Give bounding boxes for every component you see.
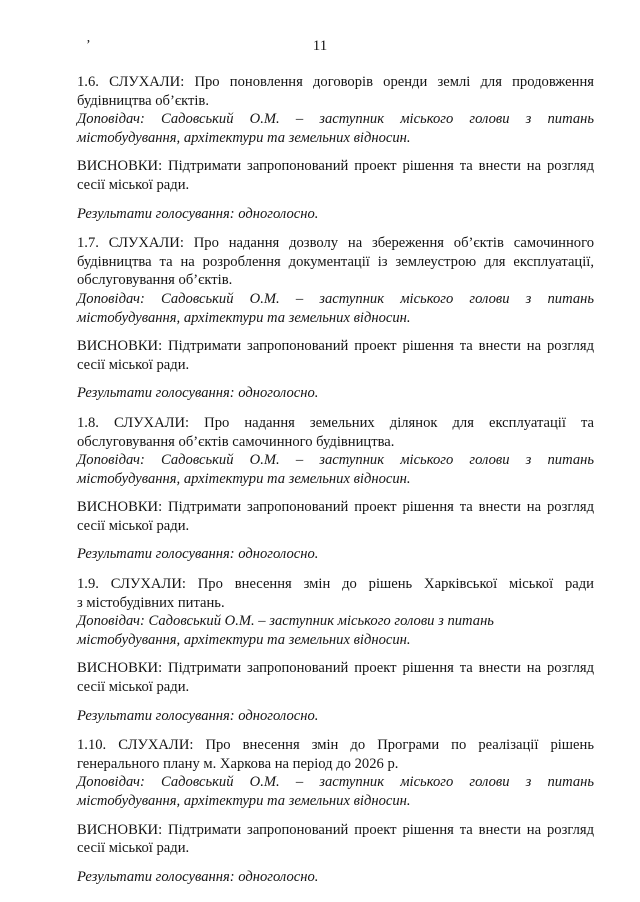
speaker-line: містобудування, архітектури та земельних відносин. [77, 470, 411, 487]
page-number: 11 [312, 38, 328, 54]
heard-line: з містобудівних питань. [77, 594, 225, 611]
speaker-line: містобудування, архітектури та земельних відносин. [77, 631, 411, 648]
heard-line: обслуговування об’єктів самочинного будівництва. [77, 433, 395, 450]
conclusion-line: ВИСНОВКИ: Підтримати запропонований проект рішення та внести на розгляд [77, 158, 594, 175]
speaker-line: Доповідач: Садовський О.М. – заступник міського голови з питань [77, 111, 594, 128]
conclusion-line: сесії міської ради. [77, 356, 190, 373]
speaker-line: Доповідач: Садовський О.М. – заступник міського голови з питань [77, 452, 594, 469]
conclusion-line: ВИСНОВКИ: Підтримати запропонований проект рішення та внести на розгляд [77, 660, 594, 677]
heard-line: 1.9. СЛУХАЛИ: Про внесення змін до рішень Харківської міської ради [77, 576, 594, 593]
conclusion-line: ВИСНОВКИ: Підтримати запропонований проект рішення та внести на розгляд [77, 821, 594, 838]
conclusion-line: ВИСНОВКИ: Підтримати запропонований проект рішення та внести на розгляд [77, 338, 594, 355]
speaker-line: містобудування, архітектури та земельних відносин. [77, 129, 411, 146]
heard-line: будівництва об’єктів. [77, 92, 209, 109]
scan-mark: ʼ [86, 38, 91, 53]
heard-line: 1.7. СЛУХАЛИ: Про надання дозволу на збереження об’єктів самочинного [77, 235, 594, 252]
vote-result: Результати голосування: одноголосно. [77, 205, 319, 222]
conclusion-line: сесії міської ради. [77, 679, 190, 696]
agenda-item-1-7 [77, 234, 594, 403]
heard-line: обслуговування об’єктів. [77, 272, 233, 289]
vote-result: Результати голосування: одноголосно. [77, 546, 319, 563]
heard-line: 1.8. СЛУХАЛИ: Про надання земельних ділянок для експлуатації та [77, 414, 594, 431]
conclusion-line: ВИСНОВКИ: Підтримати запропонований проект рішення та внести на розгляд [77, 499, 594, 516]
speaker-line: Доповідач: Садовський О.М. – заступник міського голови з питань [77, 774, 594, 791]
agenda-item-1-8 [77, 414, 594, 564]
conclusion-line: сесії міської ради. [77, 517, 190, 534]
vote-result: Результати голосування: одноголосно. [77, 707, 319, 724]
vote-result: Результати голосування: одноголосно. [77, 385, 319, 402]
conclusion-line: сесії міської ради. [77, 840, 190, 857]
vote-result: Результати голосування: одноголосно. [77, 868, 319, 885]
heard-line: будівництва та на розроблення документації із землеустрою для експлуатації, [77, 253, 594, 270]
minutes-body [77, 73, 594, 886]
speaker-line: Доповідач: Садовський О.М. – заступник міського голови з питань [77, 290, 594, 307]
heard-line: 1.6. СЛУХАЛИ: Про поновлення договорів оренди землі для продовження [77, 74, 594, 90]
heard-line: 1.10. СЛУХАЛИ: Про внесення змін до Програми по реалізації рішень [77, 737, 594, 754]
speaker-line: містобудування, архітектури та земельних відносин. [77, 793, 411, 809]
agenda-item-1-9 [77, 575, 594, 725]
speaker-line: Доповідач: Садовський О.М. – заступник міського голови з питань [77, 613, 494, 630]
speaker-line: містобудування, архітектури та земельних відносин. [77, 309, 411, 326]
agenda-item-1-10 [77, 736, 594, 886]
agenda-item-1-6 [77, 73, 594, 223]
heard-line: генерального плану м. Харкова на період до 2026 р. [77, 755, 399, 772]
conclusion-line: сесії міської ради. [77, 176, 190, 193]
